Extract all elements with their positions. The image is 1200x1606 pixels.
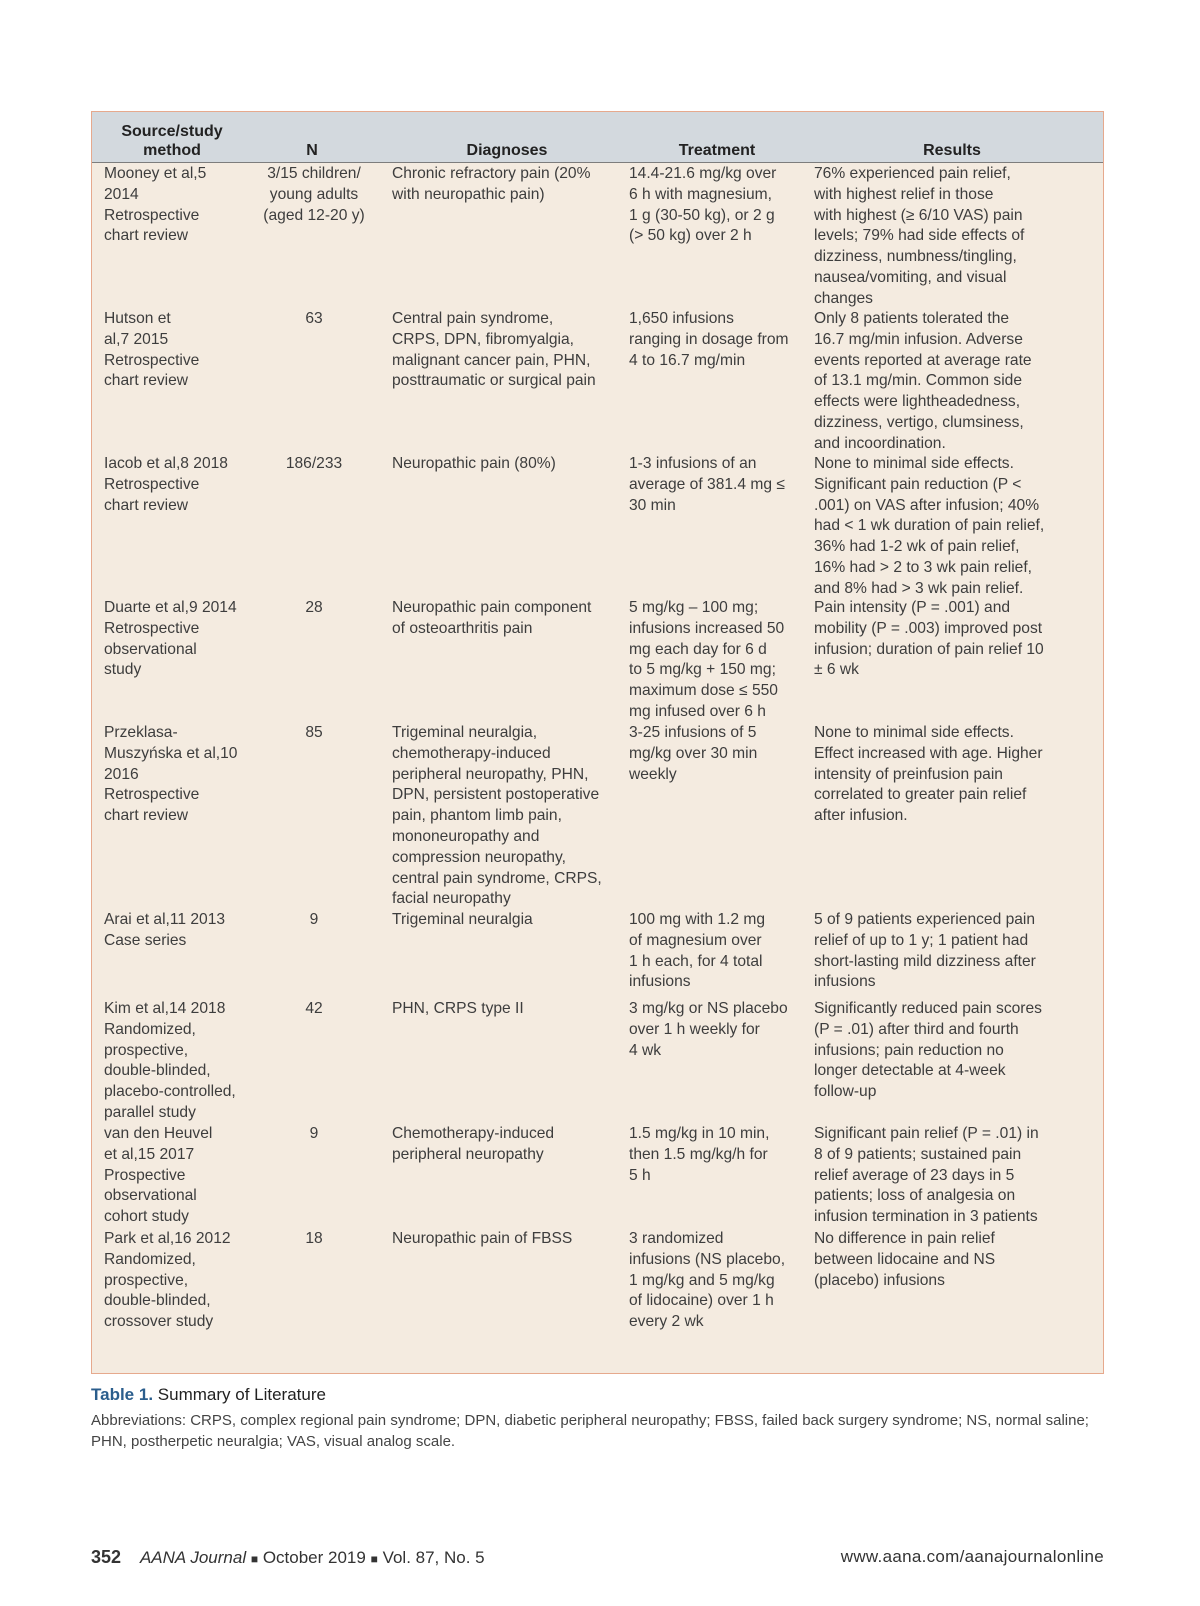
cell-line: 30 min xyxy=(629,496,676,514)
cell-line: 36% had 1-2 wk of pain relief, xyxy=(814,538,1020,556)
cell-line: with highest relief in those xyxy=(814,185,994,203)
cell-treatment xyxy=(629,723,757,785)
cell-line: Iacob et al,8 2018 xyxy=(104,455,228,472)
cell-line: 2016 xyxy=(104,765,139,783)
cell-treatment xyxy=(629,910,765,993)
table-label: Table 1. xyxy=(91,1385,154,1404)
cell-line: Mooney et al,5 xyxy=(104,165,207,182)
cell-line: infusions; pain reduction no xyxy=(814,1041,1004,1059)
cell-results xyxy=(814,1229,995,1291)
cell-line: crossover study xyxy=(104,1313,214,1331)
cell-diagnoses xyxy=(392,454,556,475)
cell-line: None to minimal side effects. xyxy=(814,724,1014,741)
cell-line: observational xyxy=(104,1187,197,1205)
cell-source xyxy=(104,999,236,1124)
cell-line: 5 of 9 patients experienced pain xyxy=(814,911,1036,928)
cell-diagnoses xyxy=(392,1229,572,1250)
cell-results xyxy=(814,723,1043,827)
cell-line: Kim et al,14 2018 xyxy=(104,1000,226,1017)
cell-line: mg each day for 6 d xyxy=(629,640,767,658)
cell-line: placebo-controlled, xyxy=(104,1083,236,1101)
cell-line: of osteoarthritis pain xyxy=(392,619,533,637)
cell-line: ranging in dosage from xyxy=(629,330,789,348)
cell-line: Muszyńska et al,10 xyxy=(104,744,238,762)
cell-line: 3-25 infusions of 5 xyxy=(629,724,757,741)
cell-treatment xyxy=(629,309,789,371)
cell-line: peripheral neuropathy, PHN, xyxy=(392,765,589,783)
cell-line: with highest (≥ 6/10 VAS) pain xyxy=(814,206,1023,224)
cell-line: chart review xyxy=(104,496,189,514)
cell-line: infusion; duration of pain relief 10 xyxy=(814,640,1044,658)
cell-results xyxy=(814,910,1036,993)
cell-line: posttraumatic or surgical pain xyxy=(392,372,596,390)
cell-line: Case series xyxy=(104,931,187,949)
cell-line: infusion termination in 3 patients xyxy=(814,1208,1038,1226)
cell-line: Trigeminal neuralgia, xyxy=(392,724,538,741)
cell-line: chemotherapy-induced xyxy=(392,744,551,762)
cell-line: Chemotherapy-induced xyxy=(392,1125,555,1142)
cell-treatment xyxy=(629,164,776,247)
cell-line: levels; 79% had side effects of xyxy=(814,227,1025,245)
journal-url: www.aana.com/aanajournalonline xyxy=(840,1547,1104,1566)
cell-line: Neuropathic pain of FBSS xyxy=(392,1230,573,1247)
cell-line: None to minimal side effects. xyxy=(814,455,1014,472)
cell-line: of 13.1 mg/min. Common side xyxy=(814,372,1023,390)
cell-line: 9 xyxy=(309,911,319,928)
cell-diagnoses xyxy=(392,164,590,206)
cell-line: van den Heuvel xyxy=(104,1125,213,1142)
cell-line: central pain syndrome, CRPS, xyxy=(392,869,602,887)
cell-treatment xyxy=(629,999,788,1061)
cell-source xyxy=(104,309,199,392)
cell-line: patients; loss of analgesia on xyxy=(814,1187,1016,1205)
cell-line: compression neuropathy, xyxy=(392,848,566,866)
cell-line: 5 mg/kg – 100 mg; xyxy=(629,599,759,616)
cell-line: 63 xyxy=(305,310,323,327)
cell-line: 4 wk xyxy=(629,1041,662,1059)
cell-results xyxy=(814,1124,1039,1228)
cell-line: Significantly reduced pain scores xyxy=(814,1000,1042,1017)
cell-treatment xyxy=(629,454,785,516)
cell-line: Park et al,16 2012 xyxy=(104,1230,231,1247)
cell-line: ± 6 wk xyxy=(814,661,859,679)
cell-line: infusions (NS placebo, xyxy=(629,1250,786,1268)
cell-line: 3 mg/kg or NS placebo xyxy=(629,1000,788,1017)
cell-line: relief of up to 1 y; 1 patient had xyxy=(814,931,1029,949)
separator-icon: ■ xyxy=(250,1552,259,1566)
cell-results xyxy=(814,309,1032,455)
cell-line: CRPS, DPN, fibromyalgia, xyxy=(392,330,574,348)
cell-line: observational xyxy=(104,640,197,658)
cell-line: prospective, xyxy=(104,1271,189,1289)
cell-n xyxy=(254,1124,374,1145)
cell-line: al,7 2015 xyxy=(104,330,169,348)
cell-line: follow-up xyxy=(814,1083,877,1101)
cell-line: 16.7 mg/min infusion. Adverse xyxy=(814,330,1023,348)
cell-line: then 1.5 mg/kg/h for xyxy=(629,1145,768,1163)
cell-line: dizziness, vertigo, clumsiness, xyxy=(814,413,1024,431)
cell-n xyxy=(254,454,374,475)
header-n: N xyxy=(306,142,318,159)
cell-line: (placebo) infusions xyxy=(814,1271,945,1289)
cell-source xyxy=(104,598,237,681)
page-number: 352 xyxy=(91,1547,122,1567)
cell-line: short-lasting mild dizziness after xyxy=(814,952,1036,970)
cell-line: Pain intensity (P = .001) and xyxy=(814,599,1011,616)
cell-source xyxy=(104,910,225,952)
cell-line: Hutson et xyxy=(104,310,171,327)
cell-line: Trigeminal neuralgia xyxy=(392,911,533,928)
cell-line: 6 h with magnesium, xyxy=(629,185,773,203)
cell-line: 28 xyxy=(305,599,323,616)
cell-line: 16% had > 2 to 3 wk pain relief, xyxy=(814,558,1033,576)
cell-line: 1,650 infusions xyxy=(629,310,734,327)
cell-line: cohort study xyxy=(104,1208,189,1226)
cell-line: relief average of 23 days in 5 xyxy=(814,1166,1015,1184)
cell-line: young adults xyxy=(269,185,359,203)
cell-line: 14.4-21.6 mg/kg over xyxy=(629,165,777,182)
cell-line: changes xyxy=(814,289,873,307)
cell-line: peripheral neuropathy xyxy=(392,1145,544,1163)
cell-results xyxy=(814,164,1024,310)
cell-line: events reported at average rate xyxy=(814,351,1032,369)
cell-line: 8 of 9 patients; sustained pain xyxy=(814,1145,1022,1163)
page-footer xyxy=(91,1547,1104,1571)
cell-line: every 2 wk xyxy=(629,1313,704,1331)
cell-diagnoses xyxy=(392,723,602,910)
cell-line: 9 xyxy=(309,1125,319,1142)
cell-line: .001) on VAS after infusion; 40% xyxy=(814,496,1040,514)
table-header xyxy=(92,112,1103,163)
cell-line: Retrospective xyxy=(104,351,200,369)
cell-line: PHN, CRPS type II xyxy=(392,1000,524,1017)
cell-line: mononeuropathy and xyxy=(392,827,540,845)
cell-line: over 1 h weekly for xyxy=(629,1020,760,1038)
cell-n xyxy=(254,598,374,619)
cell-line: 1 h each, for 4 total xyxy=(629,952,763,970)
cell-treatment xyxy=(629,598,784,723)
header-source: Source/study method xyxy=(121,123,223,159)
cell-line: mg infused over 6 h xyxy=(629,702,766,720)
cell-line: facial neuropathy xyxy=(392,890,511,908)
cell-line: Duarte et al,9 2014 xyxy=(104,599,237,616)
cell-line: and 8% had > 3 wk pain relief. xyxy=(814,579,1024,597)
cell-line: maximum dose ≤ 550 xyxy=(629,682,778,700)
cell-line: study xyxy=(104,661,142,679)
table-caption xyxy=(91,1385,326,1405)
cell-line: 1 g (30-50 kg), or 2 g xyxy=(629,206,775,224)
cell-line: nausea/vomiting, and visual xyxy=(814,268,1007,286)
cell-line: mg/kg over 30 min xyxy=(629,744,758,762)
cell-line: (P = .01) after third and fourth xyxy=(814,1020,1019,1038)
cell-line: infusions xyxy=(629,973,691,991)
cell-line: pain, phantom limb pain, xyxy=(392,807,562,825)
issue-date: October 2019 xyxy=(262,1548,366,1567)
cell-line: double-blinded, xyxy=(104,1292,211,1310)
cell-line: mobility (P = .003) improved post xyxy=(814,619,1043,637)
cell-line: prospective, xyxy=(104,1041,189,1059)
cell-line: 42 xyxy=(305,1000,323,1017)
cell-line: Neuropathic pain (80%) xyxy=(392,455,556,472)
cell-line: Neuropathic pain component xyxy=(392,599,592,616)
cell-results xyxy=(814,999,1042,1103)
header-diagnoses: Diagnoses xyxy=(466,142,548,159)
cell-line: average of 381.4 mg ≤ xyxy=(629,475,785,493)
cell-line: Retrospective xyxy=(104,206,200,224)
cell-line: 85 xyxy=(305,724,323,741)
cell-line: 3/15 children/ xyxy=(267,165,361,182)
cell-results xyxy=(814,598,1044,681)
cell-line: Retrospective xyxy=(104,786,200,804)
cell-line: Arai et al,11 2013 xyxy=(104,911,226,928)
cell-line: 1.5 mg/kg in 10 min, xyxy=(629,1125,770,1142)
cell-treatment xyxy=(629,1229,785,1333)
cell-line: Retrospective xyxy=(104,475,200,493)
cell-source xyxy=(104,1124,212,1228)
volume-info: Vol. 87, No. 5 xyxy=(382,1548,485,1567)
cell-results xyxy=(814,454,1044,600)
cell-line: Central pain syndrome, xyxy=(392,310,554,327)
separator-icon: ■ xyxy=(370,1552,378,1566)
cell-line: between lidocaine and NS xyxy=(814,1250,996,1268)
cell-line: to 5 mg/kg + 150 mg; xyxy=(629,661,776,679)
header-results: Results xyxy=(923,142,981,159)
cell-line: 76% experienced pain relief, xyxy=(814,165,1011,182)
cell-diagnoses xyxy=(392,309,596,392)
cell-line: 186/233 xyxy=(285,455,343,472)
cell-line: longer detectable at 4-week xyxy=(814,1062,1006,1080)
cell-line: Przeklasa- xyxy=(104,724,178,741)
cell-source xyxy=(104,454,228,516)
cell-diagnoses xyxy=(392,598,591,640)
table-title: Summary of Literature xyxy=(157,1385,326,1404)
cell-n xyxy=(254,910,374,931)
cell-line: Retrospective xyxy=(104,619,200,637)
cell-line: 4 to 16.7 mg/min xyxy=(629,351,746,369)
literature-table xyxy=(91,111,1104,1374)
cell-line: (> 50 kg) over 2 h xyxy=(629,227,752,245)
cell-line: had < 1 wk duration of pain relief, xyxy=(814,517,1045,535)
cell-line: 1-3 infusions of an xyxy=(629,455,757,472)
cell-line: of lidocaine) over 1 h xyxy=(629,1292,774,1310)
cell-line: chart review xyxy=(104,807,189,825)
cell-treatment xyxy=(629,1124,769,1186)
cell-line: weekly xyxy=(629,765,677,783)
cell-line: 3 randomized xyxy=(629,1230,724,1247)
cell-line: and incoordination. xyxy=(814,434,946,452)
cell-line: Only 8 patients tolerated the xyxy=(814,310,1010,327)
cell-line: Randomized, xyxy=(104,1020,196,1038)
cell-line: Prospective xyxy=(104,1166,186,1184)
cell-line: No difference in pain relief xyxy=(814,1230,995,1247)
cell-line: Chronic refractory pain (20% xyxy=(392,165,591,182)
cell-source xyxy=(104,164,206,247)
cell-line: parallel study xyxy=(104,1103,196,1121)
cell-line: 5 h xyxy=(629,1166,651,1184)
cell-line: DPN, persistent postoperative xyxy=(392,786,600,804)
cell-source xyxy=(104,1229,231,1333)
journal-name: AANA Journal xyxy=(139,1548,247,1567)
cell-line: correlated to greater pain relief xyxy=(814,786,1027,804)
cell-source xyxy=(104,723,237,827)
cell-diagnoses xyxy=(392,999,524,1020)
cell-n xyxy=(254,723,374,744)
cell-line: (aged 12-20 y) xyxy=(263,206,365,224)
cell-line: double-blinded, xyxy=(104,1062,211,1080)
cell-line: 2014 xyxy=(104,185,139,203)
cell-line: Effect increased with age. Higher xyxy=(814,744,1043,762)
cell-n xyxy=(254,309,374,330)
cell-line: 18 xyxy=(305,1230,323,1247)
cell-line: Significant pain relief (P = .01) in xyxy=(814,1125,1039,1142)
cell-line: with neuropathic pain) xyxy=(392,185,545,203)
cell-line: dizziness, numbness/tingling, xyxy=(814,248,1017,266)
cell-line: intensity of preinfusion pain xyxy=(814,765,1003,783)
cell-line: Randomized, xyxy=(104,1250,196,1268)
cell-line: 1 mg/kg and 5 mg/kg xyxy=(629,1271,775,1289)
cell-line: malignant cancer pain, PHN, xyxy=(392,351,591,369)
cell-line: of magnesium over xyxy=(629,931,762,949)
cell-line: chart review xyxy=(104,227,189,245)
cell-line: Significant pain reduction (P < xyxy=(814,475,1022,493)
cell-line: after infusion. xyxy=(814,807,908,825)
cell-n xyxy=(254,999,374,1020)
header-treatment: Treatment xyxy=(678,142,756,159)
cell-diagnoses xyxy=(392,1124,554,1166)
cell-line: et al,15 2017 xyxy=(104,1145,195,1163)
cell-diagnoses xyxy=(392,910,533,931)
cell-n xyxy=(254,164,374,226)
cell-n xyxy=(254,1229,374,1250)
cell-line: infusions increased 50 xyxy=(629,619,785,637)
cell-line: infusions xyxy=(814,973,876,991)
cell-line: 100 mg with 1.2 mg xyxy=(629,911,766,928)
abbreviations-note: Abbreviations: CRPS, complex regional pain syndrome; DPN, diabetic peripheral neuropathy; FBSS, failed back surgery syndrome; NS, normal saline; PHN, postherpetic neuralgia; VAS, visual analog scale. xyxy=(91,1412,1089,1450)
cell-line: effects were lightheadedness, xyxy=(814,393,1021,411)
cell-line: chart review xyxy=(104,372,189,390)
